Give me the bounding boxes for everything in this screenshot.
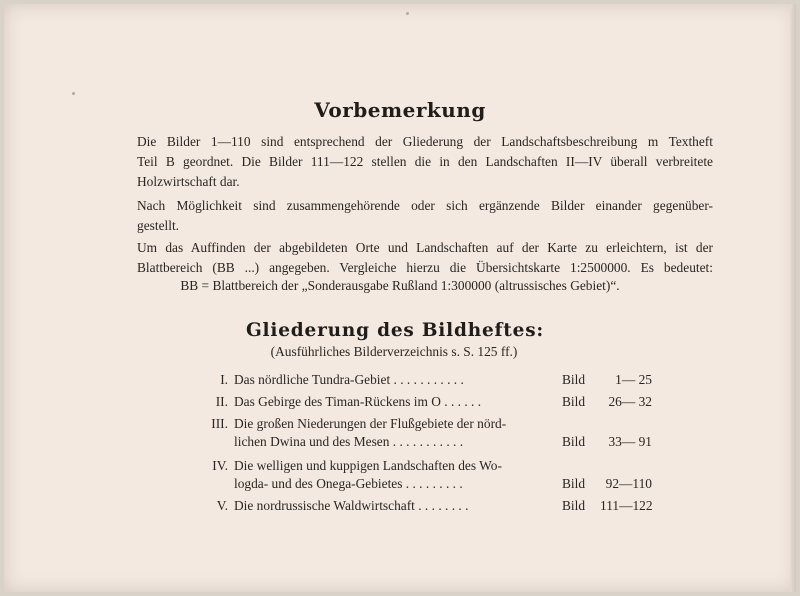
outline-bild-label: Bild <box>562 394 586 409</box>
outline-text: Die großen Niederungen der Flußgebiete der nörd- <box>234 416 507 431</box>
outline-title: Gliederung des Bildheftes: <box>245 320 545 341</box>
outline-range: 33— 91 <box>608 434 652 449</box>
page-title: Vorbemerkung <box>314 98 486 122</box>
outline-bild-label: Bild <box>562 434 586 449</box>
paragraph-line: Um das Auffinden der abgebildeten Orte und Landschaften auf der Karte zu erleichtern, ist der <box>137 240 713 255</box>
paragraph-line: Die Bilder 1—110 sind entsprechend der Gliederung der Landschaftsbeschreibung m Textheft <box>137 134 713 149</box>
list-item-continuation <box>4 474 796 494</box>
list-item <box>4 496 796 516</box>
outline-number: IV. <box>212 458 228 473</box>
outline-bild-label: Bild <box>562 498 586 513</box>
outline-range: 92—110 <box>605 476 652 491</box>
outline-text: logda- und des Onega-Gebietes . . . . . . . . . <box>234 476 463 491</box>
list-item <box>4 414 796 434</box>
outline-bild-label: Bild <box>562 372 586 387</box>
paragraph-1 <box>137 132 713 192</box>
paragraph-line: gestellt. <box>137 218 180 233</box>
paragraph-line: Nach Möglichkeit sind zusammengehörende oder sich ergänzende Bilder einander gegenüber- <box>137 198 713 213</box>
outline-number: II. <box>215 394 228 409</box>
outline-range: 111—122 <box>600 498 653 513</box>
paragraph-line: Teil B geordnet. Die Bilder 111—122 stellen die in den Landschaften II—IV überall verbreitete <box>137 154 713 169</box>
paper-speck <box>72 92 75 95</box>
list-item <box>4 370 796 390</box>
list-item <box>4 392 796 412</box>
list-item-continuation <box>4 432 796 452</box>
outline-bild-label: Bild <box>562 476 586 491</box>
paragraph-3 <box>137 238 713 278</box>
list-item <box>4 456 796 476</box>
outline-text: Die nordrussische Waldwirtschaft . . . . . . . . <box>234 498 469 513</box>
paper-speck <box>406 12 409 15</box>
paragraph-line: Blattbereich (BB ...) angegeben. Vergleiche hierzu die Übersichtskarte 1:2500000. Es bedeutet: <box>137 260 713 275</box>
bb-definition: BB = Blattbereich der „Sonderausgabe Rußland 1:300000 (altrussisches Gebiet)“. <box>180 278 620 293</box>
outline-text: Die welligen und kuppigen Landschaften des Wo- <box>234 458 502 473</box>
outline-number: III. <box>211 416 228 431</box>
paragraph-2 <box>137 196 713 236</box>
outline-note: (Ausführliches Bilderverzeichnis s. S. 125 ff.) <box>270 344 518 359</box>
document-page <box>4 4 796 592</box>
outline-text: Das nördliche Tundra-Gebiet . . . . . . . . . . . <box>234 372 464 387</box>
outline-text: Das Gebirge des Timan-Rückens im O . . . . . . <box>234 394 482 409</box>
outline-text: lichen Dwina und des Mesen . . . . . . . . . . . <box>234 434 464 449</box>
paragraph-line: Holzwirtschaft dar. <box>137 174 240 189</box>
outline-number: V. <box>216 498 228 513</box>
outline-number: I. <box>220 372 228 387</box>
outline-range: 1— 25 <box>615 372 652 387</box>
outline-range: 26— 32 <box>608 394 652 409</box>
